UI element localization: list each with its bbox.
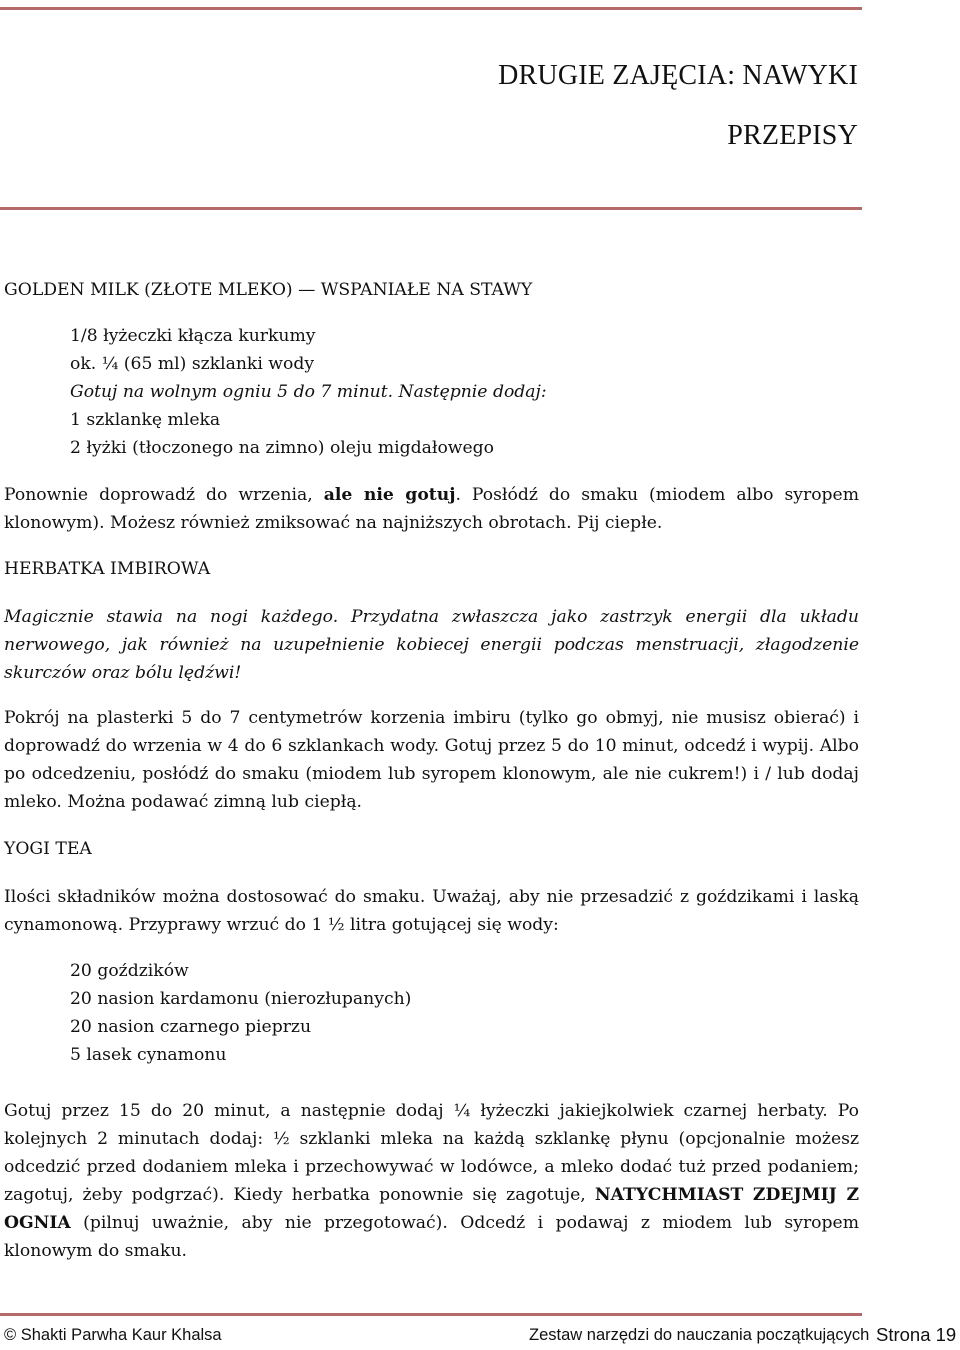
instructions-text: Ponownie doprowadź do wrzenia, [4,485,324,505]
footer-rule [0,1313,862,1316]
page-title: DRUGIE ZAJĘCIA: NAWYKI [498,60,858,91]
golden-milk-instructions [4,481,859,537]
golden-milk-line: 2 łyżki (tłoczonego na zimno) oleju migdałowego [70,438,495,458]
header-rule [0,207,862,210]
yogi-bold: NATYCHMIAST ZDEJMIJ Z OGNIA [4,1185,860,1233]
ingredient-item: 20 goździków [70,961,189,981]
golden-milk-list [70,322,850,462]
yogi-heading: YOGI TEA [4,839,92,859]
ginger-instructions: Pokrój na plasterki 5 do 7 centymetrów korzenia imbiru (tylko go obmyj, nie musisz obierać) i doprowadź do wrzenia w 4 do 6 szklankach wody. Gotuj przez 5 do 10 minut, odcedź i wypij. Albo po odcedzeniu, posłódź do smaku (miodem lub syropem klonowym, ale nie cukrem!) i / lub dodaj mleko. Można podawać zimną lub ciepłą. [4,708,859,812]
golden-milk-line: 1/8 łyżeczki kłącza kurkumy [70,326,316,346]
ginger-intro: Magicznie stawia na nogi każdego. Przydatna zwłaszcza jako zastrzyk energii dla układu nerwowego, jak również na uzupełnienie kobiecej energii podczas menstruacji, złagodzenie skurczów oraz bólu lędźwi! [4,607,859,683]
yogi-instructions [4,1097,859,1265]
page-footer [4,1322,960,1350]
footer-author: © Shakti Parwha Kaur Khalsa [4,1326,222,1344]
yogi-ingredients [70,957,850,1069]
yogi-text: Gotuj przez 15 do 20 minut, a następnie dodaj ¼ łyżeczki jakiejkolwiek czarnej herbaty. Po kolejnych 2 minutach dodaj: ½ szklanki mleka na każdą szklankę płynu (opcjonalnie możesz odcedzić przed dodaniem mleka i przechowywać w lodówce, a mleko dodać tuż przed podaniem; zagotuj, żeby podgrzać). Kiedy herbatka ponownie się zagotuje, [4,1101,859,1205]
ingredient-item: 5 lasek cynamonu [70,1045,227,1065]
golden-milk-line: ok. ¼ (65 ml) szklanki wody [70,354,315,374]
ingredient-item: 20 nasion czarnego pieprzu [70,1017,312,1037]
yogi-text: (pilnuj uważnie, aby nie przegotować). Odcedź i podawaj z miodem lub syropem klonowym do smaku. [4,1213,859,1261]
golden-milk-heading: GOLDEN MILK (ZŁOTE MLEKO) — WSPANIAŁE NA STAWY [4,280,533,300]
yogi-intro: Ilości składników można dostosować do smaku. Uważaj, aby nie przesadzić z goździkami i laską cynamonową. Przyprawy wrzuć do 1 ½ litra gotującej się wody: [4,887,859,935]
golden-milk-line: Gotuj na wolnym ogniu 5 do 7 minut. Następnie dodaj: [70,382,547,402]
ginger-heading: HERBATKA IMBIROWA [4,559,211,579]
golden-milk-line: 1 szklankę mleka [70,410,221,430]
page-subtitle: PRZEPISY [727,120,858,151]
instructions-text: . Posłódź do smaku (miodem albo syropem klonowym). Możesz również zmiksować na najniższych obrotach. Pij ciepłe. [4,485,860,533]
ingredient-item: 20 nasion kardamonu (nierozłupanych) [70,989,412,1009]
instructions-bold: ale nie gotuj [323,485,456,505]
top-rule [0,7,862,10]
footer-book-title: Zestaw narzędzi do nauczania początkujących [529,1326,870,1344]
page-number: Strona 19 [876,1324,957,1345]
